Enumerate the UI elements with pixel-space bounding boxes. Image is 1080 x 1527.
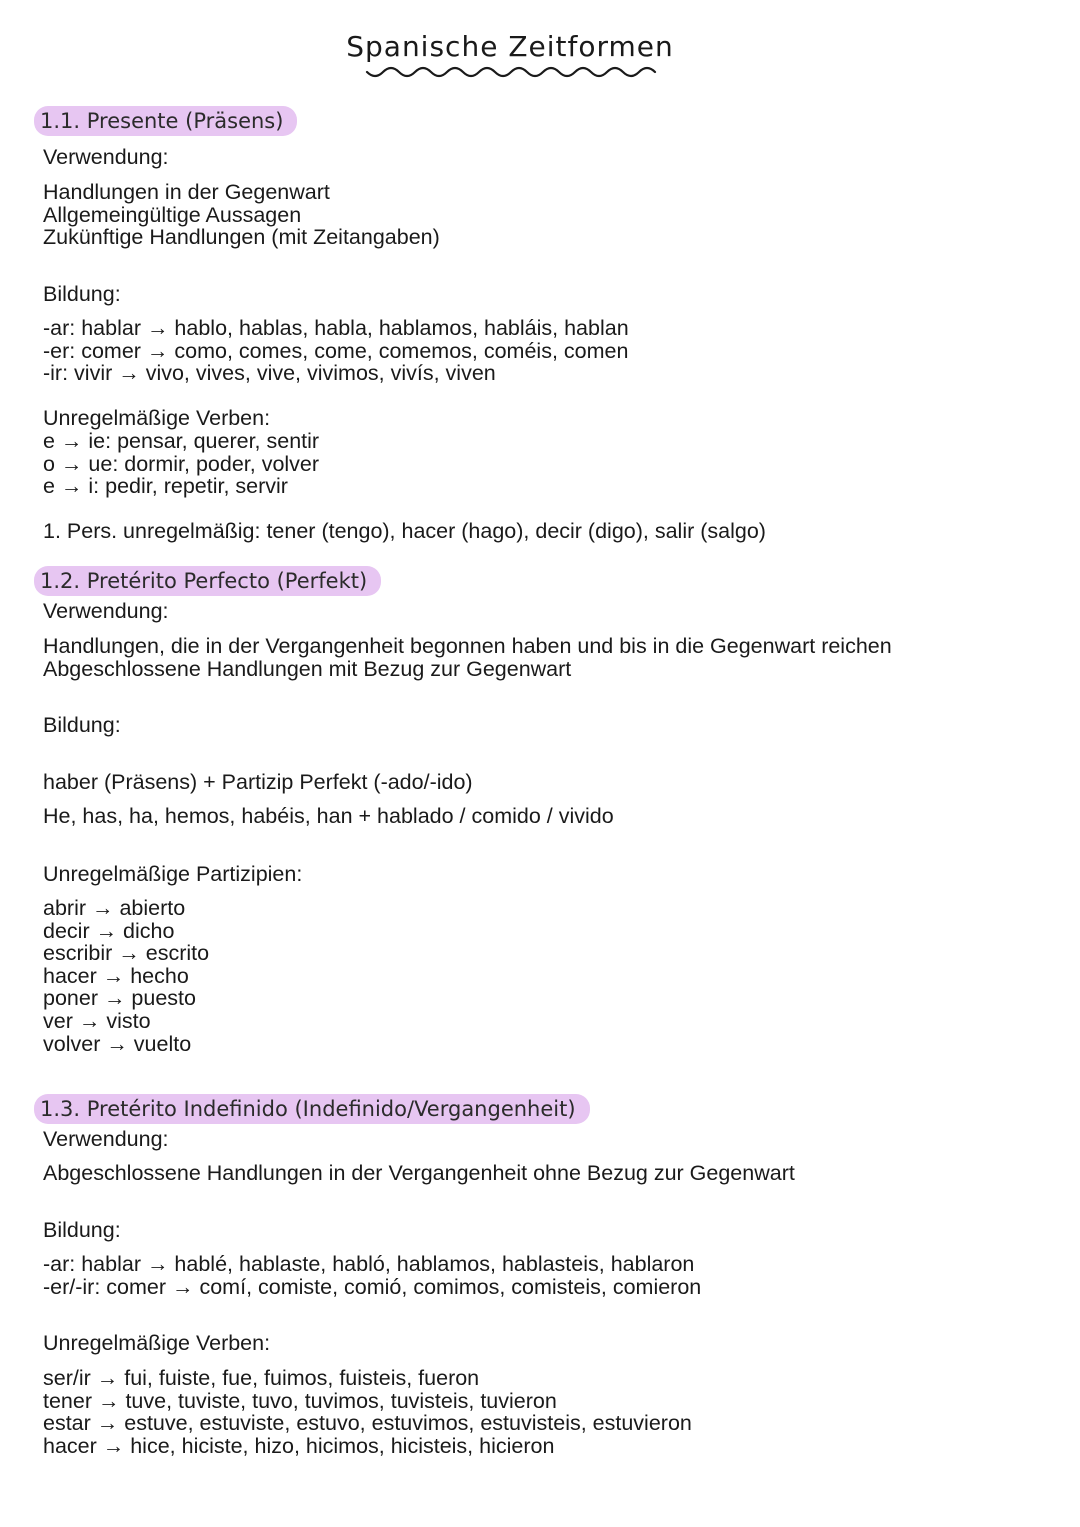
section-heading-preterito-perfecto: 1.2. Pretérito Perfecto (Perfekt)	[34, 566, 381, 596]
irregular-item: decir → dicho	[43, 918, 175, 943]
formation-list	[43, 1253, 701, 1298]
usage-label: Verwendung:	[43, 599, 169, 623]
irregular-list	[43, 1367, 692, 1457]
irregular-item: ser/ir → fui, fuiste, fue, fuimos, fuisteis, fueron	[43, 1366, 480, 1390]
usage-list	[43, 635, 892, 680]
usage-label: Verwendung:	[43, 1127, 169, 1151]
formation-list	[43, 317, 629, 385]
irregular-item: hacer → hice, hiciste, hizo, hicimos, hicisteis, hicieron	[43, 1433, 555, 1458]
irregular-participles-list	[43, 897, 209, 1055]
irregular-label: Unregelmäßige Verben:	[43, 1331, 271, 1355]
formation-item: -er/-ir: comer → comí, comiste, comió, comimos, comisteis, comieron	[43, 1274, 702, 1299]
formation-item: -ar: hablar → hablé, hablaste, habló, hablamos, hablasteis, hablaron	[43, 1252, 695, 1276]
irregular-item: volver → vuelto	[43, 1031, 192, 1056]
page-title: Spanische Zeitformen	[346, 30, 674, 63]
irregular-item: estar → estuve, estuviste, estuvo, estuvimos, estuvisteis, estuvieron	[43, 1411, 692, 1436]
usage-list	[43, 1162, 795, 1185]
usage-label: Verwendung:	[43, 145, 169, 169]
formation-label: Bildung:	[43, 282, 121, 306]
usage-item: Abgeschlossene Handlungen in der Vergangenheit ohne Bezug zur Gegenwart	[43, 1161, 795, 1185]
usage-item: Handlungen in der Gegenwart	[43, 180, 330, 204]
usage-item: Handlungen, die in der Vergangenheit begonnen haben und bis in die Gegenwart reichen	[43, 634, 892, 658]
irregular-item: escribir → escrito	[43, 941, 210, 966]
irregular-item: hacer → hecho	[43, 963, 189, 988]
usage-list	[43, 181, 440, 249]
irregular-item: poner → puesto	[43, 986, 196, 1011]
section-heading-preterito-indefinido: 1.3. Pretérito Indefinido (Indefinido/Vergangenheit)	[34, 1094, 590, 1124]
formation-label: Bildung:	[43, 1218, 121, 1242]
formation-item: -ir: vivir → vivo, vives, vive, vivimos, vivís, viven	[43, 361, 496, 386]
irregular-item: abrir → abierto	[43, 896, 186, 920]
irregular-item: e → i: pedir, repetir, servir	[43, 474, 288, 499]
formation-item: -ar: hablar → hablo, hablas, habla, hablamos, habláis, hablan	[43, 316, 629, 340]
usage-item: Allgemeingültige Aussagen	[43, 202, 302, 227]
irregular-label: Unregelmäßige Verben:	[43, 406, 271, 430]
usage-item: Zukünftige Handlungen (mit Zeitangaben)	[43, 225, 440, 250]
irregular-list	[43, 430, 319, 498]
formation-rule: haber (Präsens) + Partizip Perfekt (-ado/-ido)	[43, 770, 473, 794]
title-underline-squiggle	[365, 66, 657, 80]
irregular-item: o → ue: dormir, poder, volver	[43, 451, 320, 476]
irregular-item: e → ie: pensar, querer, sentir	[43, 429, 320, 453]
first-person-note: 1. Pers. unregelmäßig: tener (tengo), hacer (hago), decir (digo), salir (salgo)	[43, 519, 766, 543]
irregular-item: ver → visto	[43, 1008, 151, 1033]
irregular-label: Unregelmäßige Partizipien:	[43, 862, 303, 886]
formation-item: -er: comer → como, comes, come, comemos, coméis, comen	[43, 338, 629, 363]
formation-example: He, has, ha, hemos, habéis, han + hablado / comido / vivido	[43, 804, 614, 828]
section-heading-presente: 1.1. Presente (Präsens)	[34, 106, 297, 136]
formation-label: Bildung:	[43, 713, 121, 737]
irregular-item: tener → tuve, tuviste, tuvo, tuvimos, tuvisteis, tuvieron	[43, 1388, 557, 1413]
usage-item: Abgeschlossene Handlungen mit Bezug zur Gegenwart	[43, 656, 572, 681]
